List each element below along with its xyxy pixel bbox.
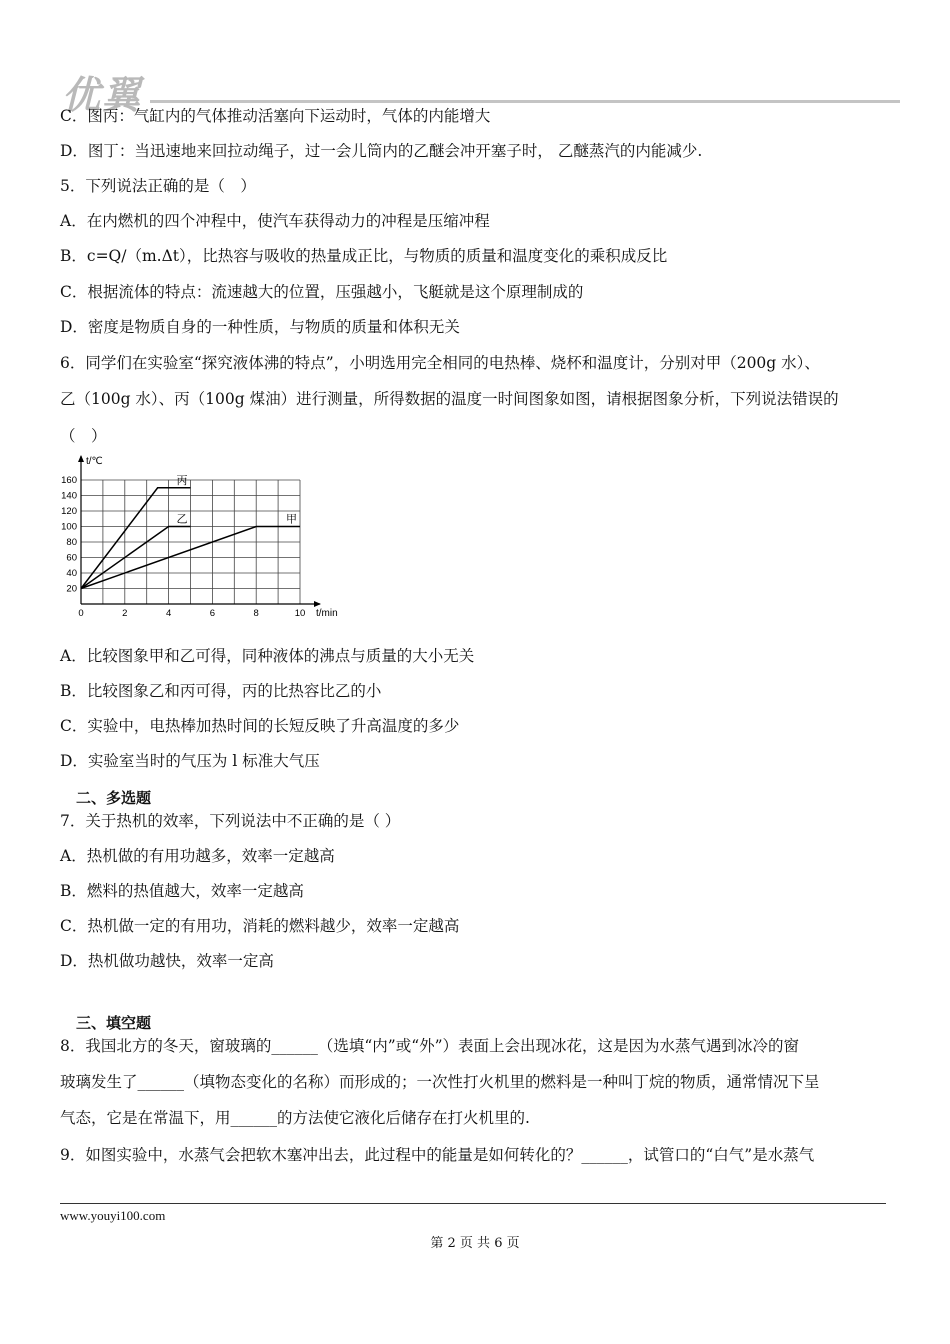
question-8-line1: 8．我国北方的冬天，窗玻璃的______（选填“内”或“外”）表面上会出现冰花，这是因为水蒸气遇到冰冷的窗	[60, 1037, 800, 1055]
header-rule	[150, 100, 900, 103]
y-axis-arrow	[78, 455, 84, 462]
question-8-line3: 气态，它是在常温下，用______的方法使它液化后储存在打火机里的.	[60, 1109, 530, 1127]
option-5d: D．密度是物质自身的一种性质，与物质的质量和体积无关	[60, 318, 460, 336]
option-7b: B．燃料的热值越大，效率一定越高	[60, 882, 304, 900]
option-7d: D．热机做功越快，效率一定高	[60, 952, 274, 970]
series-label-甲: 甲	[286, 513, 297, 526]
y-tick-label: 120	[61, 506, 77, 517]
question-6-line1: 6．同学们在实验室“探究液体沸的特点”，小明选用完全相同的电热棒、烧杯和温度计，分别对甲（200g 水）、	[60, 354, 820, 372]
option-7c: C．热机做一定的有用功，消耗的燃料越少，效率一定越高	[60, 917, 460, 935]
question-6-line2: 乙（100g 水）、丙（100g 煤油）进行测量，所得数据的温度一时间图象如图，请根据图象分析，下列说法错误的	[60, 390, 839, 408]
y-tick-label: 100	[61, 521, 77, 533]
option-4d: D．图丁：当迅速地来回拉动绳子，过一会儿筒内的乙醚会冲开塞子时， 乙醚蒸汽的内能减少.	[60, 142, 703, 160]
option-6a: A．比较图象甲和乙可得，同种液体的沸点与质量的大小无关	[60, 647, 475, 665]
x-tick-label: 0	[78, 608, 84, 619]
y-tick-label: 40	[66, 568, 77, 579]
question-5: 5．下列说法正确的是（ ）	[60, 177, 256, 195]
option-6d: D．实验室当时的气压为 l 标准大气压	[60, 752, 320, 770]
question-9: 9．如图实验中，水蒸气会把软木塞冲出去，此过程中的能量是如何转化的？______，试管口的“白气”是水蒸气	[60, 1146, 815, 1164]
question-6-line3: （ ）	[60, 427, 107, 445]
x-tick-label: 6	[209, 608, 216, 619]
x-axis-arrow	[314, 601, 321, 607]
option-4c: C．图丙：气缸内的气体推动活塞向下运动时，气体的内能增大	[60, 107, 491, 125]
footer-url: www.youyi100.com	[60, 1208, 166, 1223]
y-tick-label: 80	[66, 537, 77, 548]
section-fill-in: 三、填空题	[76, 1014, 152, 1032]
temperature-time-chart	[55, 452, 355, 624]
series-label-丙: 丙	[176, 474, 188, 487]
option-6b: B．比较图象乙和丙可得，丙的比热容比乙的小	[60, 682, 382, 700]
x-tick-label: 8	[253, 608, 259, 619]
x-tick-label: 4	[165, 608, 172, 619]
logo: 优翼	[62, 73, 143, 117]
y-tick-label: 60	[66, 552, 77, 564]
footer-rule	[60, 1203, 886, 1204]
x-tick-label: 10	[294, 608, 306, 619]
section-multiple-choice: 二、多选题	[76, 789, 152, 807]
chart-grid	[81, 480, 300, 604]
y-tick-label: 140	[61, 490, 77, 502]
option-7a: A．热机做的有用功越多，效率一定越高	[60, 847, 335, 865]
x-axis-label: t/min	[316, 608, 338, 619]
question-8-line2: 玻璃发生了______（填物态变化的名称）而形成的；一次性打火机里的燃料是一种叫丁烷的物质，通常情况下呈	[60, 1073, 820, 1091]
page-number: 第 2 页 共 6 页	[430, 1236, 520, 1251]
question-7: 7．关于热机的效率，下列说法中不正确的是（ ）	[60, 812, 401, 830]
option-6c: C．实验中，电热棒加热时间的长短反映了升高温度的多少	[60, 717, 460, 735]
option-5a: A．在内燃机的四个冲程中，使汽车获得动力的冲程是压缩冲程	[60, 212, 490, 230]
chart-ticks	[61, 475, 305, 619]
x-tick-label: 2	[122, 608, 128, 619]
option-5b: B．c=Q/（m.Δt），比热容与吸收的热量成正比，与物质的质量和温度变化的乘积成反比	[60, 247, 668, 265]
y-tick-label: 20	[66, 583, 77, 595]
y-tick-label: 160	[61, 475, 77, 486]
series-label-乙: 乙	[176, 513, 188, 526]
y-axis-label: t/℃	[86, 456, 103, 467]
option-5c: C．根据流体的特点：流速越大的位置，压强越小，飞艇就是这个原理制成的	[60, 283, 584, 301]
